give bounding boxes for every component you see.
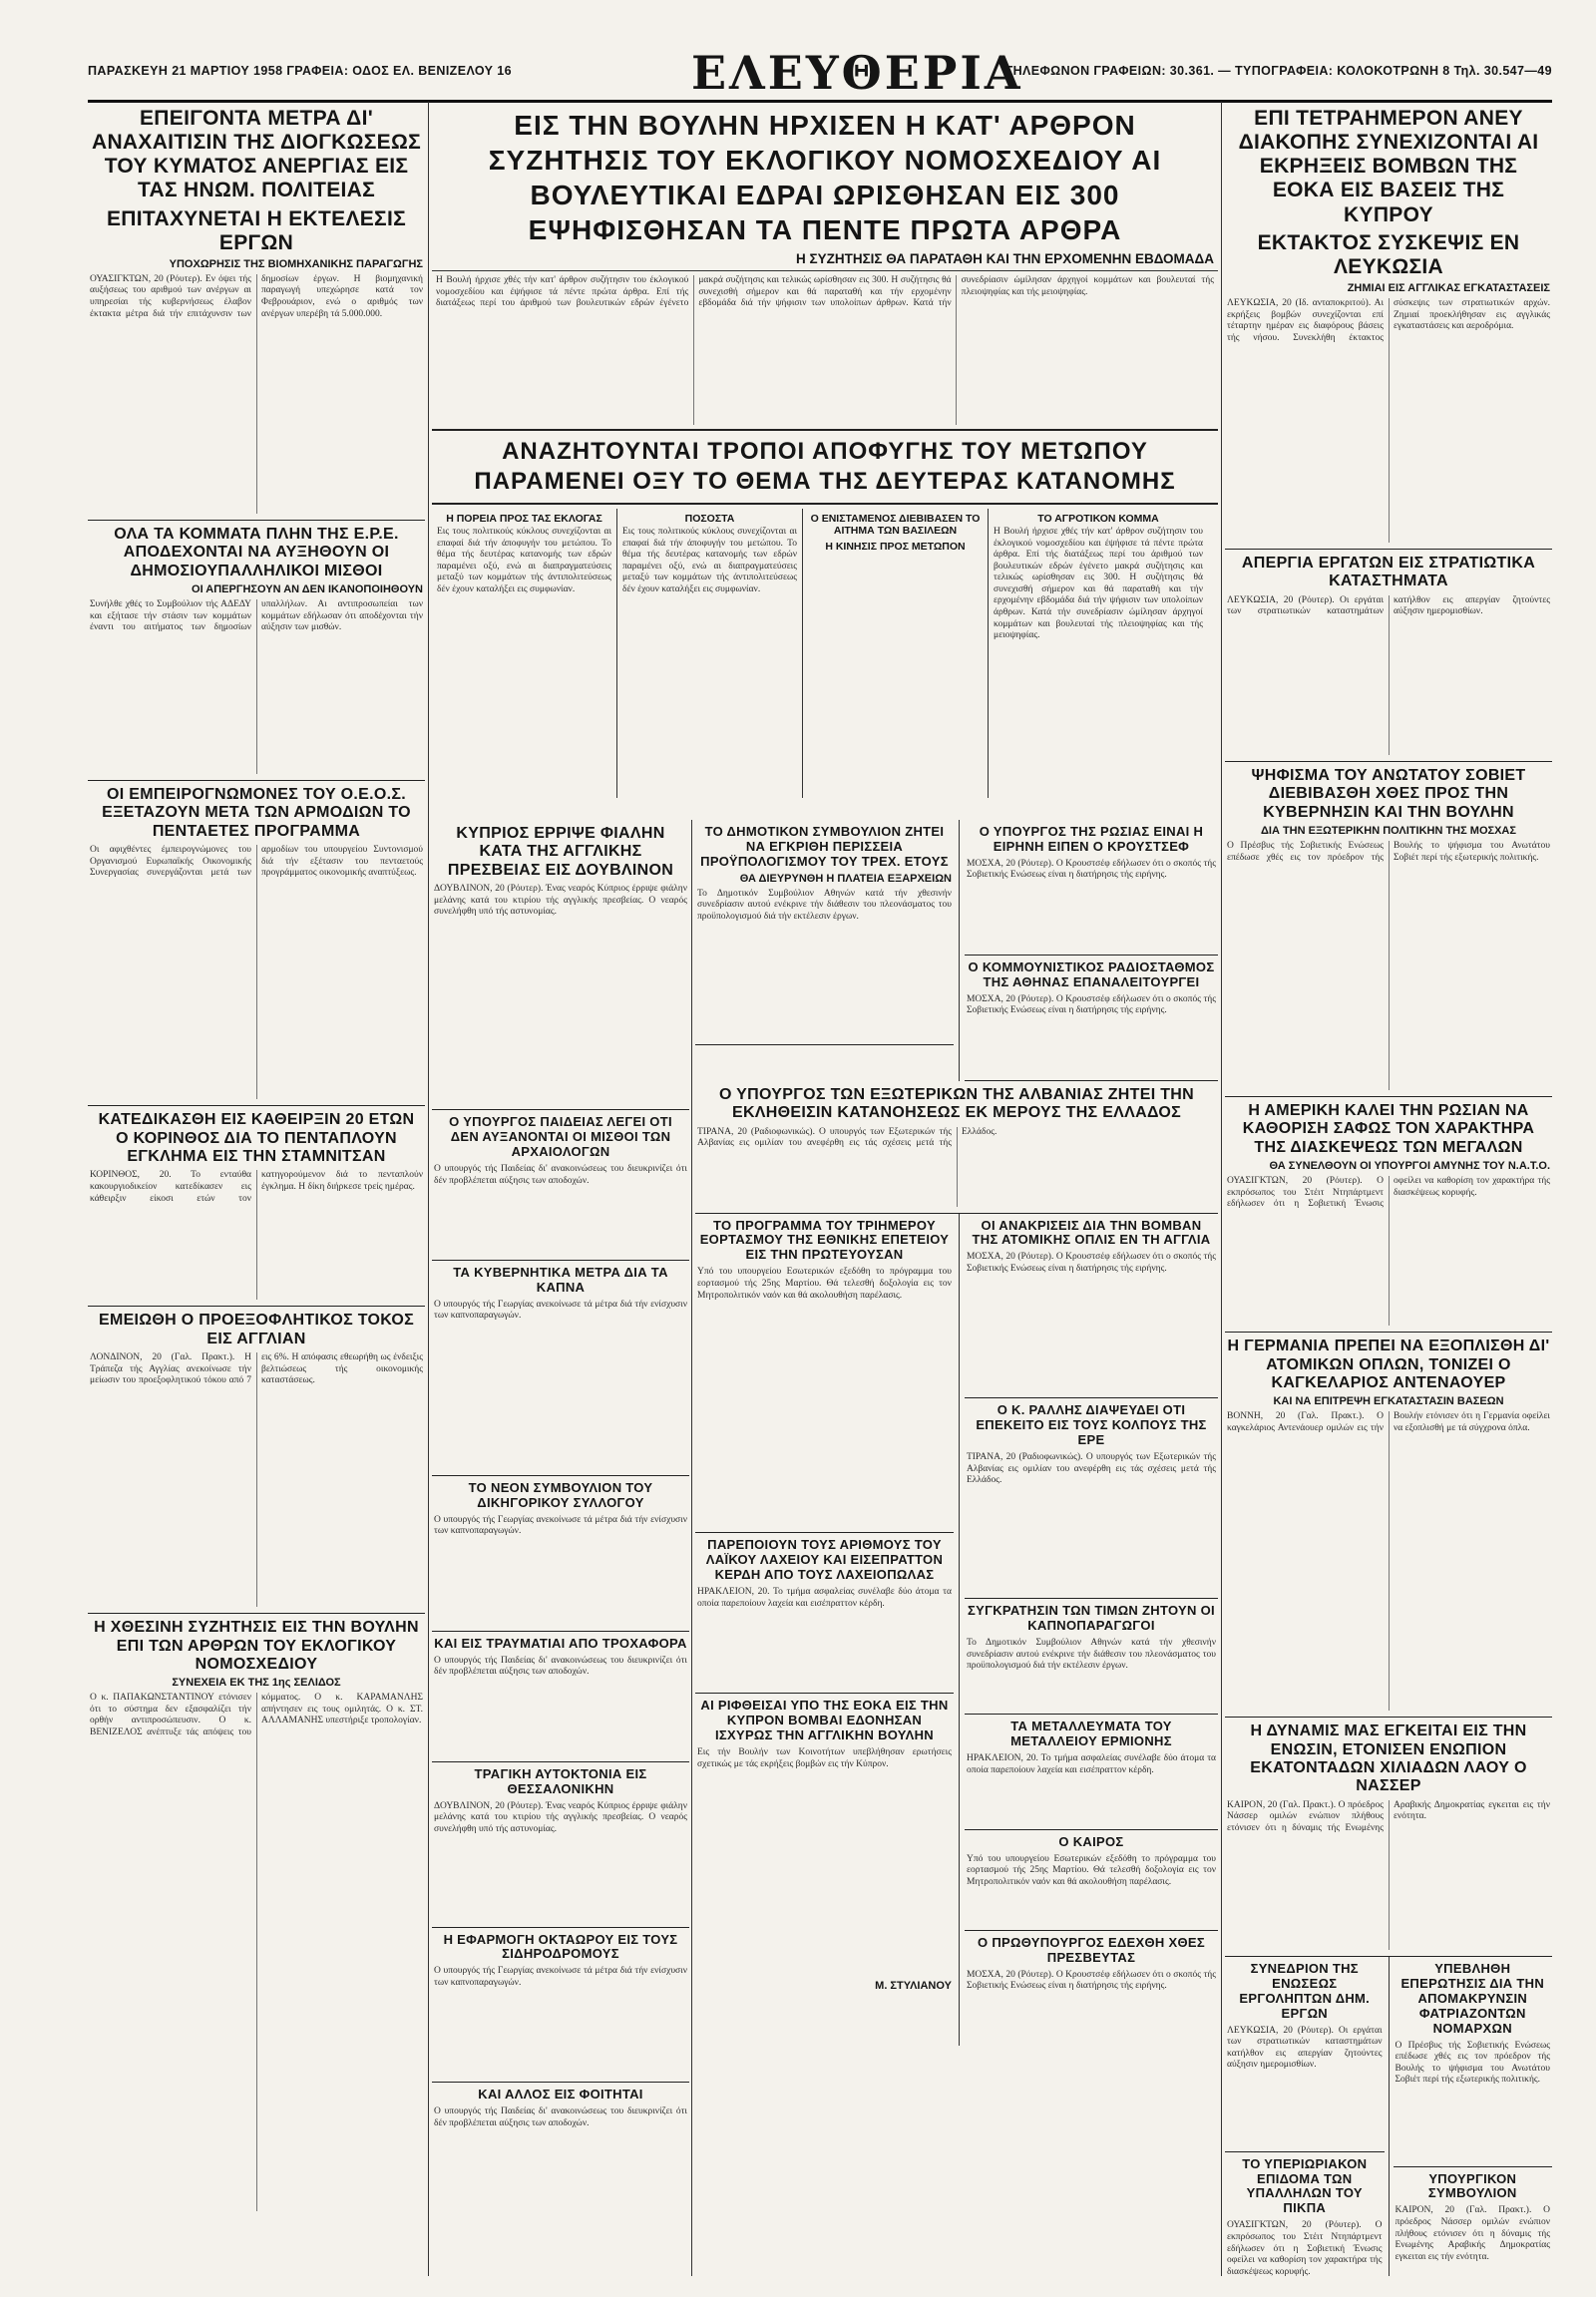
story-contractors [1225, 1957, 1385, 2152]
headline: ΤΟ ΝΕΟΝ ΣΥΜΒΟΥΛΙΟΝ ΤΟΥ ΔΙΚΗΓΟΡΙΚΟΥ ΣΥΛΛΟΓΟΥ [468, 1479, 653, 1510]
headline: ΣΥΓΚΡΑΤΗΣΙΝ ΤΩΝ ΤΙΜΩΝ ΖΗΤΟΥΝ ΟΙ ΚΑΠΝΟΠΑΡΑΓΩΓΟΙ [968, 1603, 1215, 1634]
story-eoka-bombs [1225, 102, 1552, 550]
headline: ΤΟ ΠΡΟΓΡΑΜΜΑ ΤΟΥ ΤΡΙΗΜΕΡΟΥ ΕΟΡΤΑΣΜΟΥ ΤΗΣ ΕΘΝΙΚΗΣ ΕΠΕΤΕΙΟΥ ΕΙΣ ΤΗΝ ΠΡΩΤΕΥΟΥΣΑΝ [699, 1217, 950, 1263]
inset-title: Ο ΕΝΙΣΤΑΜΕΝΟΣ ΔΙΕΒΙΒΑΣΕΝ ΤΟ ΑΙΤΗΜΑ ΤΩΝ ΒΑΣΙΛΕΩΝ [810, 513, 981, 537]
headline: ΕΠΕΙΓΟΝΤΑ ΜΕΤΡΑ ΔΙ' ΑΝΑΧΑΙΤΙΣΙΝ ΤΗΣ ΔΙΟΓΚΩΣΕΩΣ ΤΟΥ ΚΥΜΑΤΟΣ ΑΝΕΡΓΙΑΣ ΕΙΣ ΤΑΣ ΗΝΩΜ. ΠΟΛΙΤΕΙΑΣ [92, 107, 421, 202]
headline: ΟΛΑ ΤΑ ΚΟΜΜΑΤΑ ΠΛΗΝ ΤΗΣ Ε.Ρ.Ε. ΑΠΟΔΕΧΟΝΤΑΙ ΝΑ ΑΥΞΗΘΟΥΝ ΟΙ ΔΗΜΟΣΙΟΥΠΑΛΛΗΛΙΚΟΙ ΜΙΣΘΟΙ [114, 525, 399, 579]
story-atomic-weapons-uk [965, 1214, 1218, 1399]
headline: Ο ΚΟΜΜΟΥΝΙΣΤΙΚΟΣ ΡΑΔΙΟΣΤΑΘΜΟΣ ΤΗΣ ΑΘΗΝΑΣ ΕΠΑΝΑΛΕΙΤΟΥΡΓΕΙ [968, 958, 1215, 989]
subheadline: ΘΑ ΣΥΝΕΛΘΟΥΝ ΟΙ ΥΠΟΥΡΓΟΙ ΑΜΥΝΗΣ ΤΟΥ Ν.Α.Τ.Ο. [1269, 1160, 1550, 1173]
headline-secondary: ΕΠΙΤΑΧΥΝΕΤΑΙ Η ΕΚΤΕΛΕΣΙΣ ΕΡΓΩΝ [107, 206, 406, 254]
article-body: Ο Πρέσβυς τής Σοβιετικής Ενώσεως επέδωσε χθές εις τον πρόεδρον τής Βουλής το ψήφισμα του Ανωτάτου Σοβιέτ περί τής εξωτερικής πολιτικής. [1227, 840, 1550, 863]
article-body: ΛΕΥΚΩΣΙΑ, 20 (Ρόυτερ). Οι εργάται των στρατιωτικών καταστημάτων κατήλθον εις απεργίαν ζητούντες αύξησιν ημερομισθίων. [1227, 2025, 1383, 2071]
continuation-note: ΣΥΝΕΧΕΙΑ ΕΚ ΤΗΣ 1ης ΣΕΛΙΔΟΣ [172, 1677, 341, 1690]
article-body: Το Δημοτικόν Συμβούλιον Αθηνών κατά τήν χθεσινήν συνεδρίασιν αυτού ενέκρινε τήν διάθεσιν του πλεονάσματος του προϋπολογισμού διά τήν εκτέλεσιν έργων. [697, 888, 952, 922]
second-lead-headline: ΑΝΑΖΗΤΟΥΝΤΑΙ ΤΡΟΠΟΙ ΑΠΟΦΥΓΗΣ ΤΟΥ ΜΕΤΩΠΟΥ ΠΑΡΑΜΕΝΕΙ ΟΞΥ ΤΟ ΘΕΜΑ ΤΗΣ ΔΕΥΤΕΡΑΣ ΚΑΤΑΝΟΜΗΣ [474, 438, 1176, 495]
article-body: Συνήλθε χθές το Συμβούλιον τής ΑΔΕΔΥ και εξήτασε τήν στάσιν των κομμάτων έναντι του αιτήματος των δημοσίων υπαλλήλων. Αι αντιπροσωπείαι των κομμάτων εδήλωσαν ότι αποδέχονται τήν αύξησιν των μισθών. [90, 599, 423, 633]
story-unemployment [88, 102, 425, 521]
subheadline: ΥΠΟΧΩΡΗΣΙΣ ΤΗΣ ΒΙΟΜΗΧΑΝΙΚΗΣ ΠΑΡΑΓΩΓΗΣ [169, 257, 423, 270]
second-lead-columns [432, 505, 1218, 798]
article-body: ΚΑΪΡΟΝ, 20 (Γαλ. Πρακτ.). Ο πρόεδρος Νάσσερ ομιλών ενώπιον πλήθους ετόνισεν ότι η δύναμις τής Ενωμένης Αραβικής Δημοκρατίας εγκειται εις τήν ενότητα. [1395, 2205, 1550, 2262]
left-column [88, 102, 425, 2276]
story-hermione-mine [965, 1715, 1218, 1830]
headline: ΣΥΝΕΔΡΙΟΝ ΤΗΣ ΕΝΩΣΕΩΣ ΕΡΓΟΛΗΠΤΩΝ ΔΗΜ. ΕΡΓΩΝ [1239, 1960, 1371, 2021]
subheadline: ΖΗΜΙΑΙ ΕΙΣ ΑΓΓΛΙΚΑΣ ΕΓΚΑΤΑΣΤΑΣΕΙΣ [1347, 281, 1550, 294]
lead-headline: ΕΙΣ ΤΗΝ ΒΟΥΛΗΝ ΗΡΧΙΣΕΝ Η ΚΑΤ' ΑΡΘΡΟΝ ΣΥΖΗΤΗΣΙΣ ΤΟΥ ΕΚΛΟΓΙΚΟΥ ΝΟΜΟΣΧΕΔΙΟΥ ΑΙ ΒΟΥΛΕΥΤΙΚΑΙ ΕΔΡΑΙ ΩΡΙΣΘΗΣΑΝ ΕΙΣ 300 ΕΨΗΦΙΣΘΗΣΑΝ ΤΑ ΠΕΝΤΕ ΠΡΩΤΑ ΑΡΘΡΑ [488, 110, 1162, 245]
article-body: Το Δημοτικόν Συμβούλιον Αθηνών κατά τήν χθεσινήν συνεδρίασιν αυτού ενέκρινε τήν διάθεσιν του πλεονάσματος του προϋπολογισμού διά τήν εκτέλεσιν έργων. [966, 1638, 1216, 1672]
headline: ΑΙ ΡΙΦΘΕΙΣΑΙ ΥΠΟ ΤΗΣ ΕΟΚΑ ΕΙΣ ΤΗΝ ΚΥΠΡΟΝ ΒΟΜΒΑΙ ΕΔΟΝΗΣΑΝ ΙΣΧΥΡΩΣ ΤΗΝ ΑΓΓΛΙΚΗΝ ΒΟΥΛΗΝ [700, 1698, 949, 1743]
inset-title: Η ΠΟΡΕΙΑ ΠΡΟΣ ΤΑΣ ΕΚΛΟΓΑΣ [446, 513, 602, 525]
story-khrushchev [965, 820, 1218, 956]
headline: ΤΑ ΜΕΤΑΛΛΕΥΜΑΤΑ ΤΟΥ ΜΕΤΑΛΛΕΙΟΥ ΕΡΜΙΟΝΗΣ [1010, 1719, 1172, 1749]
story-albania [695, 1081, 1218, 1214]
story-corinth-sentence [88, 1106, 425, 1307]
center-left-column [432, 820, 689, 2276]
headline: Ο Κ. ΡΑΛΛΗΣ ΔΙΑΨΕΥΔΕΙ ΟΤΙ ΕΠΕΚΕΙΤΟ ΕΙΣ ΤΟΥΣ ΚΟΛΠΟΥΣ ΤΗΣ ΕΡΕ [976, 1402, 1207, 1448]
newspaper-title: ΕΛΕΥΘΕΡΙΑ [691, 46, 1023, 100]
headline: ΕΠΙ ΤΕΤΡΑΗΜΕΡΟΝ ΑΝΕΥ ΔΙΑΚΟΠΗΣ ΣΥΝΕΧΙΖΟΝΤΑΙ ΑΙ ΕΚΡΗΞΕΙΣ ΒΟΜΒΩΝ ΤΗΣ ΕΟΚΑ ΕΙΣ ΒΑΣΕΙΣ ΤΗΣ ΚΥΠΡΟΥ [1238, 107, 1539, 226]
headline: ΟΙ ΑΝΑΚΡΙΣΕΙΣ ΔΙΑ ΤΗΝ ΒΟΜΒΑΝ ΤΗΣ ΑΤΟΜΙΚΗΣ ΟΠΛΙΣ ΕΝ ΤΗ ΑΓΓΛΙΑ [972, 1217, 1211, 1248]
headline: ΠΑΡΕΠΟΙΟΥΝ ΤΟΥΣ ΑΡΙΘΜΟΥΣ ΤΟΥ ΛΑΪΚΟΥ ΛΑΧΕΙΟΥ ΚΑΙ ΕΙΣΕΠΡΑΤΤΟΝ ΚΕΡΔΗ ΑΠΟ ΤΟΥΣ ΛΑΧΕΙΟΠΩΛΑΣ [705, 1537, 944, 1583]
headline: ΚΥΠΡΙΟΣ ΕΡΡΙΨΕ ΦΙΑΛΗΝ ΚΑΤΑ ΤΗΣ ΑΓΓΛΙΚΗΣ ΠΡΕΣΒΕΙΑΣ ΕΙΣ ΔΟΥΒΛΙΝΟΝ [447, 825, 674, 879]
story-us-russia-summit [1225, 1097, 1552, 1333]
headline: Η ΓΕΡΜΑΝΙΑ ΠΡΕΠΕΙ ΝΑ ΕΞΟΠΛΙΣΘΗ ΔΙ' ΑΤΟΜΙΚΩΝ ΟΠΛΩΝ, ΤΟΝΙΖΕΙ Ο ΚΑΓΚΕΛΑΡΙΟΣ ΑΝΤΕΝΑΟΥΕΡ [1227, 1338, 1550, 1391]
headline: Η ΕΦΑΡΜΟΓΗ ΟΚΤΑΩΡΟΥ ΕΙΣ ΤΟΥΣ ΣΙΔΗΡΟΔΡΟΜΟΥΣ [443, 1931, 678, 1962]
article-body: ΛΟΝΔΙΝΟΝ, 20 (Γαλ. Πρακτ.). Η Τράπεζα τής Αγγλίας ανεκοίνωσε τήν μείωσιν του προεξοφλητικού τόκου από 7 εις 6%. Η απόφασις εθεωρήθη ως ένδειξις βελτιώσεως τής οικονομικής καταστάσεως. [90, 1352, 423, 1386]
article-body: ΗΡΑΚΛΕΙΟΝ, 20. Το τμήμα ασφαλείας συνέλαβε δύο άτομα τα οποία παρεποίουν λαχεία και εισέπραττον κέρδη. [966, 1752, 1216, 1775]
article-body: Ο κ. ΠΑΠΑΚΩΝΣΤΑΝΤΙΝΟΥ ετόνισεν ότι το σύστημα δεν εξασφαλίζει τήν ορθήν αντιπροσώπευσιν. Ο κ. ΒΕΝΙΖΕΛΟΣ ανέπτυξε τάς απόψεις του κόμματος. Ο κ. ΚΑΡΑΜΑΝΛΗΣ απήντησεν εις τους ομιλητάς. Ο κ. ΣΤ. ΑΛΛΑΜΑΝΗΣ υπεστήριξε τροπολογίαν. [90, 1693, 423, 1738]
story-railways [432, 1928, 689, 2084]
lead-story [432, 102, 1218, 798]
article-body: Ο υπουργός τής Γεωργίας ανεκοίνωσε τά μέτρα διά τήν ενίσχυσιν των καπνοπαραγωγών. [434, 1299, 687, 1322]
masthead [88, 46, 1552, 103]
story-cabinet [1394, 2167, 1553, 2272]
story-discount-rate [88, 1307, 425, 1614]
article-body: ΛΕΥΚΩΣΙΑ, 20 (Ιδ. ανταποκριτού). Αι εκρήξεις βομβών συνεχίζονται επί τέταρτην ημέραν εις διαφόρους βάσεις τής νήσου. Συνεκλήθη έκτακτος σύσκεψις των στρατιωτικών αρχών. Ζημιαί προεκλήθησαν εις αγγλικάς εγκαταστάσεις και αεροδρόμια. [1227, 297, 1550, 343]
subheadline: ΔΙΑ ΤΗΝ ΕΞΩΤΕΡΙΚΗΝ ΠΟΛΙΤΙΚΗΝ ΤΗΣ ΜΟΣΧΑΣ [1261, 824, 1516, 837]
headline: ΚΑΙ ΑΛΛΟΣ ΕΙΣ ΦΟΙΤΗΤΑΙ [478, 2087, 643, 2103]
article-body: Υπό του υπουργείου Εσωτερικών εξεδόθη το πρόγραμμα του εορτασμού τής 25ης Μαρτίου. Θά τελεσθή δοξολογία εις τον Μητροπολιτικόν ναόν και θά ακολουθήση παρέλασις. [966, 1853, 1216, 1888]
headline: ΚΑΙ ΕΙΣ ΤΡΑΥΜΑΤΙΑΙ ΑΠΟ ΤΡΟΧΑΦΟΡΑ [434, 1635, 687, 1651]
headline: Ο ΥΠΟΥΡΓΟΣ ΤΩΝ ΕΞΩΤΕΡΙΚΩΝ ΤΗΣ ΑΛΒΑΝΙΑΣ ΖΗΤΕΙ ΤΗΝ ΕΚΛΗΘΕΙΣΙΝ ΚΑΤΑΝΟΗΣΕΩΣ ΕΚ ΜΕΡΟΥΣ ΤΗΣ ΕΛΛΑΔΟΣ [718, 1085, 1194, 1122]
byline: Μ. ΣΤΥΛΙΑΝΟΥ [875, 1979, 952, 1992]
lead-body: Η Βουλή ήρχισε χθές τήν κατ' άρθρον συζήτησιν του έκλογικού νομοσχεδίου και έψήφισε τά πέντε πρώτα άρθρα. Επί τής διατάξεως περί του άριθμού των βουλευτικών εδρών έγένετο μακρά συζήτησις και τελικώς ωρίσθησαν εις 300. Η συζήτησις θά συνεχισθή σήμερον και θά παραταθή και τήν ερχομένην εβδομάδα διά τήν ψήφισιν των υπολοίπων άρθρων. Κατά τήν συνεδρίασιν ώμίλησαν άρχηγοί κομμάτων και βουλευταί τής πλειοψηφίας και τής μειοψηφίας. [436, 275, 1214, 309]
story-traffic [432, 1632, 689, 1762]
story-supreme-soviet [1225, 762, 1552, 1097]
column-rule [1221, 102, 1222, 2276]
headline: ΥΠΕΒΛΗΘΗ ΕΠΕΡΩΤΗΣΙΣ ΔΙΑ ΤΗΝ ΑΠΟΜΑΚΡΥΝΣΙΝ ΦΑΤΡΙΑΖΟΝΤΩΝ ΝΟΜΑΡΧΩΝ [1400, 1960, 1545, 2036]
column-rule [691, 820, 692, 2276]
story-adenauer [1225, 1333, 1552, 1718]
article-body: ΒΟΝΝΗ, 20 (Γαλ. Πρακτ.). Ο καγκελάριος Αντενάουερ ομιλών εις τήν Βουλήν ετόνισεν ότι η Γερμανία οφείλει να εξοπλισθή με τά σύγχρονα όπλα. [1227, 1411, 1550, 1433]
headline: Η ΔΥΝΑΜΙΣ ΜΑΣ ΕΓΚΕΙΤΑΙ ΕΙΣ ΤΗΝ ΕΝΩΣΙΝ, ΕΤΟΝΙΣΕΝ ΕΝΩΠΙΟΝ ΕΚΑΤΟΝΤΑΔΩΝ ΧΙΛΙΑΔΩΝ ΛΑΟΥ Ο ΝΑΣΣΕΡ [1250, 1723, 1527, 1795]
headline: Η ΧΘΕΣΙΝΗ ΣΥΖΗΤΗΣΙΣ ΕΙΣ ΤΗΝ ΒΟΥΛΗΝ ΕΠΙ ΤΩΝ ΑΡΘΡΩΝ ΤΟΥ ΕΚΛΟΓΙΚΟΥ ΝΟΜΟΣΧΕΔΙΟΥ [94, 1619, 419, 1673]
article-body: ΔΟΥΒΛΙΝΟΝ, 20 (Ρόυτερ). Ένας νεαρός Κύπριος έρριψε φιάλην μελάνης κατά του κτιρίου τής αγγλικής πρεσβείας. Ο νεαρός συνελήφθη υπό τής αστυνομίας. [434, 1800, 687, 1834]
article-body: Οι αφιχθέντες έμπειρογνώμονες του Οργανισμού Ευρωπαϊκής Οικονομικής Συνεργασίας συνεργάζονται μετά των αρμοδίων του υπουργείου Συντονισμού διά τήν εξέτασιν του πενταετούς προγράμματος οικονομικής αναπτύξεως. [90, 845, 423, 879]
right-column [1225, 102, 1552, 2276]
article-body: ΜΟΣΧΑ, 20 (Ρόυτερ). Ο Κρουστσέφ εδήλωσεν ότι ο σκοπός τής Σοβιετικής Ενώσεως είναι η διατήρησις τής ειρήνης. [966, 858, 1216, 881]
story-national-anniversary [695, 1214, 954, 1534]
subheadline: ΟΙ ΑΠΕΡΓΗΣΟΥΝ ΑΝ ΔΕΝ ΙΚΑΝΟΠΟΙΗΘΟΥΝ [192, 583, 423, 596]
story-bar-association [432, 1476, 689, 1632]
headline: Ο ΥΠΟΥΡΓΟΣ ΠΑΙΔΕΙΑΣ ΛΕΓΕΙ ΟΤΙ ΔΕΝ ΑΥΞΑΝΟΝΤΑΙ ΟΙ ΜΙΣΘΟΙ ΤΩΝ ΑΡΧΑΙΟΛΟΓΩΝ [449, 1114, 672, 1160]
article-body: ΔΟΥΒΛΙΝΟΝ, 20 (Ρόυτερ). Ένας νεαρός Κύπριος έρριψε φιάλην μελάνης κατά του κτιρίου τής αγγλικής πρεσβείας. Ο νεαρός συνελήφθη υπό τής αστυνομίας. [434, 884, 687, 918]
article-body: ΛΕΥΚΩΣΙΑ, 20 (Ρόυτερ). Οι εργάται των στρατιωτικών καταστημάτων κατήλθον εις απεργίαν ζητούντες αύξησιν ημερομισθίων. [1227, 594, 1550, 617]
article-body: Ο υπουργός τής Παιδείας δι' ανακοινώσεως του διευκρινίζει ότι δέν προβλέπεται αύξησις των αποδοχών. [434, 2106, 687, 2128]
article-body: Ο Πρέσβυς τής Σοβιετικής Ενώσεως επέδωσε χθές εις τον πρόεδρον τής Βουλής το ψήφισμα του Ανωτάτου Σοβιέτ περί τής εξωτερικής πολιτικής. [1395, 2040, 1550, 2086]
story-rallis [965, 1398, 1218, 1599]
article-body: ΤΙΡΑΝΑ, 20 (Ραδιοφωνικώς). Ο υπουργός των Εξωτερικών τής Αλβανίας εις ομιλίαν του ανεφέρθη εις τάς σχέσεις μετά τής Ελλάδος. [697, 1126, 998, 1149]
headline: Ο ΠΡΩΘΥΠΟΥΡΓΟΣ ΕΔΕΧΘΗ ΧΘΕΣ ΠΡΕΣΒΕΥΤΑΣ [978, 1934, 1205, 1965]
headline: ΑΠΕΡΓΙΑ ΕΡΓΑΤΩΝ ΕΙΣ ΣΤΡΑΤΙΩΤΙΚΑ ΚΑΤΑΣΤΗΜΑΤΑ [1241, 554, 1536, 590]
story-dublin-embassy [432, 820, 689, 1110]
article-body: Εις τήν Βουλήν των Κοινοτήτων υπεβλήθησαν ερωτήσεις σχετικώς με τάς εκρήξεις βομβών εις τήν Κύπρον. [697, 1746, 952, 1769]
story-oeec-experts [88, 781, 425, 1106]
article-body: Υπό του υπουργείου Εσωτερικών εξεδόθη το πρόγραμμα του εορτασμού τής 25ης Μαρτίου. Θά τελεσθή δοξολογία εις τον Μητροπολιτικόν ναόν και θά ακολουθήση παρέλασις. [697, 1267, 952, 1301]
article-body: ΜΟΣΧΑ, 20 (Ρόυτερ). Ο Κρουστσέφ εδήλωσεν ότι ο σκοπός τής Σοβιετικής Ενώσεως είναι η διατήρησις τής ειρήνης. [966, 1252, 1216, 1274]
article-body: Η Βουλή ήρχισε χθές τήν κατ' άρθρον συζήτησιν του έκλογικού νομοσχεδίου και έψήφισε τά πέντε πρώτα άρθρα. Επί τής διατάξεως περί του άριθμού των βουλευτικών εδρών έγένετο μακρά συζήτησις και τελικώς ωρίσθησαν εις 300. Η συζήτησις θά συνεχισθή σήμερον και θά παραταθή και τήν ερχομένην εβδομάδα διά τήν ψήφισιν των υπολοίπων άρθρων. Κατά τήν συνεδρίασιν ώμίλησαν άρχηγοί κομμάτων και βουλευταί τής πλειοψηφίας και τής μειοψηφίας. [994, 527, 1203, 641]
story-nasser [1225, 1718, 1552, 1957]
story-prefects [1394, 1957, 1553, 2167]
lead-kicker: Η ΣΥΖΗΤΗΣΙΣ ΘΑ ΠΑΡΑΤΑΘΗ ΚΑΙ ΤΗΝ ΕΡΧΟΜΕΝΗΝ ΕΒΔΟΜΑΔΑ [432, 249, 1218, 271]
story-weather [965, 1830, 1218, 1931]
article-body: ΚΟΡΙΝΘΟΣ, 20. Το ενταύθα κακουργιοδικείον κατεδίκασεν εις κάθειρξιν είκοσι ετών τον κατηγορούμενον διά το πενταπλούν έγκλημα. Η δίκη διήρκεσε τρείς ημέρας. [90, 1170, 423, 1204]
article-body: ΜΟΣΧΑ, 20 (Ρόυτερ). Ο Κρουστσέφ εδήλωσεν ότι ο σκοπός τής Σοβιετικής Ενώσεως είναι η διατήρησις τής ειρήνης. [966, 1969, 1216, 1992]
headline-secondary: ΕΚΤΑΚΤΟΣ ΣΥΣΚΕΨΙΣ ΕΝ ΛΕΥΚΩΣΙΑ [1257, 230, 1520, 278]
story-thessaloniki [432, 1762, 689, 1928]
story-tobacco-prices [965, 1599, 1218, 1715]
story-tobacco-measures [432, 1261, 689, 1476]
article-body: Ο υπουργός τής Παιδείας δι' ανακοινώσεως του διευκρινίζει ότι δέν προβλέπεται αύξησις των αποδοχών. [434, 1655, 687, 1678]
headline: ΟΙ ΕΜΠΕΙΡΟΓΝΩΜΟΝΕΣ ΤΟΥ Ο.Ε.Ο.Σ. ΕΞΕΤΑΖΟΥΝ ΜΕΤΑ ΤΩΝ ΑΡΜΟΔΙΩΝ ΤΟ ΠΕΝΤΑΕΤΕΣ ΠΡΟΓΡΑΜΜΑ [102, 786, 411, 840]
article-body: Ο υπουργός τής Παιδείας δι' ανακοινώσεως του διευκρινίζει ότι δέν προβλέπεται αύξησις των αποδοχών. [434, 1163, 687, 1186]
article-body: ΗΡΑΚΛΕΙΟΝ, 20. Το τμήμα ασφαλείας συνέλαβε δύο άτομα τα οποία παρεποίουν λαχεία και εισέπραττον κέρδη. [697, 1587, 952, 1609]
inset-title: ΤΟ ΑΓΡΟΤΙΚΟΝ ΚΟΜΜΑ [1037, 513, 1159, 525]
article-body: Ο υπουργός τής Γεωργίας ανεκοίνωσε τά μέτρα διά τήν ενίσχυσιν των καπνοπαραγωγών. [434, 1966, 687, 1988]
story-pikpa [1225, 2152, 1385, 2276]
headline: ΤΟ ΥΠΕΡΙΩΡΙΑΚΟΝ ΕΠΙΔΟΜΑ ΤΩΝ ΥΠΑΛΛΗΛΩΝ ΤΟΥ ΠΙΚΠΑ [1242, 2155, 1368, 2216]
headline: ΤΑ ΚΥΒΕΡΝΗΤΙΚΑ ΜΕΤΡΑ ΔΙΑ ΤΑ ΚΑΠΝΑ [453, 1264, 668, 1295]
story-archaeologists [432, 1110, 689, 1261]
center-mid-column [695, 820, 1218, 2276]
headline: ΤΟ ΔΗΜΟΤΙΚΟΝ ΣΥΜΒΟΥΛΙΟΝ ΖΗΤΕΙ ΝΑ ΕΓΚΡΙΘΗ ΠΕΡΙΣΣΕΙΑ ΠΡΟΫΠΟΛΟΓΙΣΜΟΥ ΤΟΥ ΤΡΕΧ. ΕΤΟΥΣ [700, 824, 949, 869]
masthead-date-address: ΠΑΡΑΣΚΕΥΗ 21 ΜΑΡΤΙΟΥ 1958 ΓΡΑΦΕΙΑ: ΟΔΟΣ ΕΛ. ΒΕΝΙΖΕΛΟΥ 16 [88, 64, 512, 78]
column-rule [428, 102, 429, 2276]
newspaper-page [88, 46, 1552, 2276]
article-body: ΟΥΑΣΙΓΚΤΩΝ, 20 (Ρόυτερ). Ο εκπρόσωπος του Στέιτ Ντηπάρτμεντ εδήλωσεν ότι η Σοβιετική Ένωσις οφείλει να καθορίση τον χαρακτήρα τής διασκέψεως κορυφής. [1227, 2220, 1383, 2276]
masthead-phones: ΤΗΛΕΦΩΝΟΝ ΓΡΑΦΕΙΩΝ: 30.361. — ΤΥΠΟΓΡΑΦΕΙΑ: ΚΟΛΟΚΟΤΡΩΝΗ 8 Τηλ. 30.547—49 [1004, 64, 1552, 78]
article-body: Εις τους πολιτικούς κύκλους συνεχίζονται αι επαφαί διά τήν άποφυγήν του μετώπου. Το θέμα τής δευτέρας κατανομής των εδρών παραμένει οξύ, ενώ αι διαπραγματεύσεις μεταξύ των κομμάτων τής άντιπολιτεύσεως δέν έχουν καταλήξει εις συμφωνίαν. [622, 527, 797, 594]
story-parliament-debate [88, 1614, 425, 2217]
article-body: ΟΥΑΣΙΓΚΤΩΝ, 20 (Ρόυτερ). Ο εκπρόσωπος του Στέιτ Ντηπάρτμεντ εδήλωσεν ότι η Σοβιετική Ένωσις οφείλει να καθορίση τον χαρακτήρα τής διασκέψεως κορυφής. [1227, 1176, 1550, 1210]
article-body: Εις τους πολιτικούς κύκλους συνεχίζονται αι επαφαί διά τήν άποφυγήν του μετώπου. Το θέμα τής δευτέρας κατανομής των εδρών παραμένει οξύ, ενώ αι διαπραγματεύσεις μεταξύ των κομμάτων τής άντιπολιτεύσεως δέν έχουν καταλήξει εις συμφωνίαν. [437, 527, 611, 594]
article-body: ΤΙΡΑΝΑ, 20 (Ραδιοφωνικώς). Ο υπουργός των Εξωτερικών τής Αλβανίας εις ομιλίαν του ανεφέρθη εις τάς σχέσεις μετά τής Ελλάδος. [966, 1452, 1216, 1486]
story-civil-servant-salaries [88, 521, 425, 781]
article-body: ΟΥΑΣΙΓΚΤΩΝ, 20 (Ρόυτερ). Εν όψει τής αυξήσεως του αριθμού των ανέργων αι υπηρεσίαι τής κυβερνήσεως έλαβον έκτακτα μέτρα διά τήν επιτάχυνσιν των δημοσίων έργων. Η βιομηχανική παραγωγή υπεχώρησε κατά τον Φεβρουάριον, ενώ ο αριθμός των ανέργων υπερέβη τά 5.000.000. [90, 273, 423, 319]
story-lottery [695, 1533, 954, 1694]
headline: ΚΑΤΕΔΙΚΑΣΘΗ ΕΙΣ ΚΑΘΕΙΡΞΙΝ 20 ΕΤΩΝ Ο ΚΟΡΙΝΘΟΣ ΔΙΑ ΤΟ ΠΕΝΤΑΠΛΟΥΝ ΕΓΚΛΗΜΑ ΕΙΣ ΤΗΝ ΣΤΑΜΝΙΤΣΑΝ [98, 1111, 415, 1165]
subheadline: ΘΑ ΔΙΕΥΡΥΝΘΗ Η ΠΛΑΤΕΙΑ ΕΞΑΡΧΕΙΩΝ [739, 872, 952, 885]
story-municipal-budget [695, 820, 954, 1045]
story-prime-minister [965, 1931, 1218, 2046]
headline: Ο ΥΠΟΥΡΓΟΣ ΤΗΣ ΡΩΣΙΑΣ ΕΙΝΑΙ Η ΕΙΡΗΝΗ ΕΙΠΕΝ Ο ΚΡΟΥΣΤΣΕΦ [979, 824, 1204, 854]
story-military-strike [1225, 550, 1552, 762]
headline: ΥΠΟΥΡΓΙΚΟΝ ΣΥΜΒΟΥΛΙΟΝ [1427, 2170, 1517, 2201]
article-body: ΜΟΣΧΑ, 20 (Ρόυτερ). Ο Κρουστσέφ εδήλωσεν ότι ο σκοπός τής Σοβιετικής Ενώσεως είναι η διατήρησις τής ειρήνης. [966, 993, 1216, 1016]
story-radio-station [965, 956, 1218, 1081]
article-body: Ο υπουργός τής Γεωργίας ανεκοίνωσε τά μέτρα διά τήν ενίσχυσιν των καπνοπαραγωγών. [434, 1514, 687, 1537]
story-students [432, 2083, 689, 2182]
inset-title: Η ΚΙΝΗΣΙΣ ΠΡΟΣ ΜΕΤΩΠΟΝ [825, 541, 966, 553]
headline: Η ΑΜΕΡΙΚΗ ΚΑΛΕΙ ΤΗΝ ΡΩΣΙΑΝ ΝΑ ΚΑΘΟΡΙΣΗ ΣΑΦΩΣ ΤΟΝ ΧΑΡΑΚΤΗΡΑ ΤΗΣ ΔΙΑΣΚΕΨΕΩΣ ΤΩΝ ΜΕΓΑΛΩΝ [1242, 1101, 1535, 1156]
inset-title: ΠΟΣΟΣΤΑ [684, 513, 735, 525]
headline: ΕΜΕΙΩΘΗ Ο ΠΡΟΕΞΟΦΛΗΤΙΚΟΣ ΤΟΚΟΣ ΕΙΣ ΑΓΓΛΙΑΝ [98, 1312, 415, 1347]
headline: ΤΡΑΓΙΚΗ ΑΥΤΟΚΤΟΝΙΑ ΕΙΣ ΘΕΣΣΑΛΟΝΙΚΗΝ [474, 1765, 647, 1796]
headline: ΨΗΦΙΣΜΑ ΤΟΥ ΑΝΩΤΑΤΟΥ ΣΟΒΙΕΤ ΔΙΕΒΙΒΑΣΘΗ ΧΘΕΣ ΠΡΟΣ ΤΗΝ ΚΥΒΕΡΝΗΣΙΝ ΚΑΙ ΤΗΝ ΒΟΥΛΗΝ [1251, 766, 1526, 821]
headline: Ο ΚΑΙΡΟΣ [1058, 1833, 1124, 1849]
article-body: ΚΑΪΡΟΝ, 20 (Γαλ. Πρακτ.). Ο πρόεδρος Νάσσερ ομιλών ενώπιον πλήθους ετόνισεν ότι η δύναμις τής Ενωμένης Αραβικής Δημοκρατίας εγκειται εις τήν ενότητα. [1227, 1799, 1550, 1833]
subheadline: ΚΑΙ ΝΑ ΕΠΙΤΡΕΨΗ ΕΓΚΑΤΑΣΤΑΣΙΝ ΒΑΣΕΩΝ [1273, 1395, 1504, 1408]
story-eoka-bombs-commons [695, 1694, 954, 2002]
